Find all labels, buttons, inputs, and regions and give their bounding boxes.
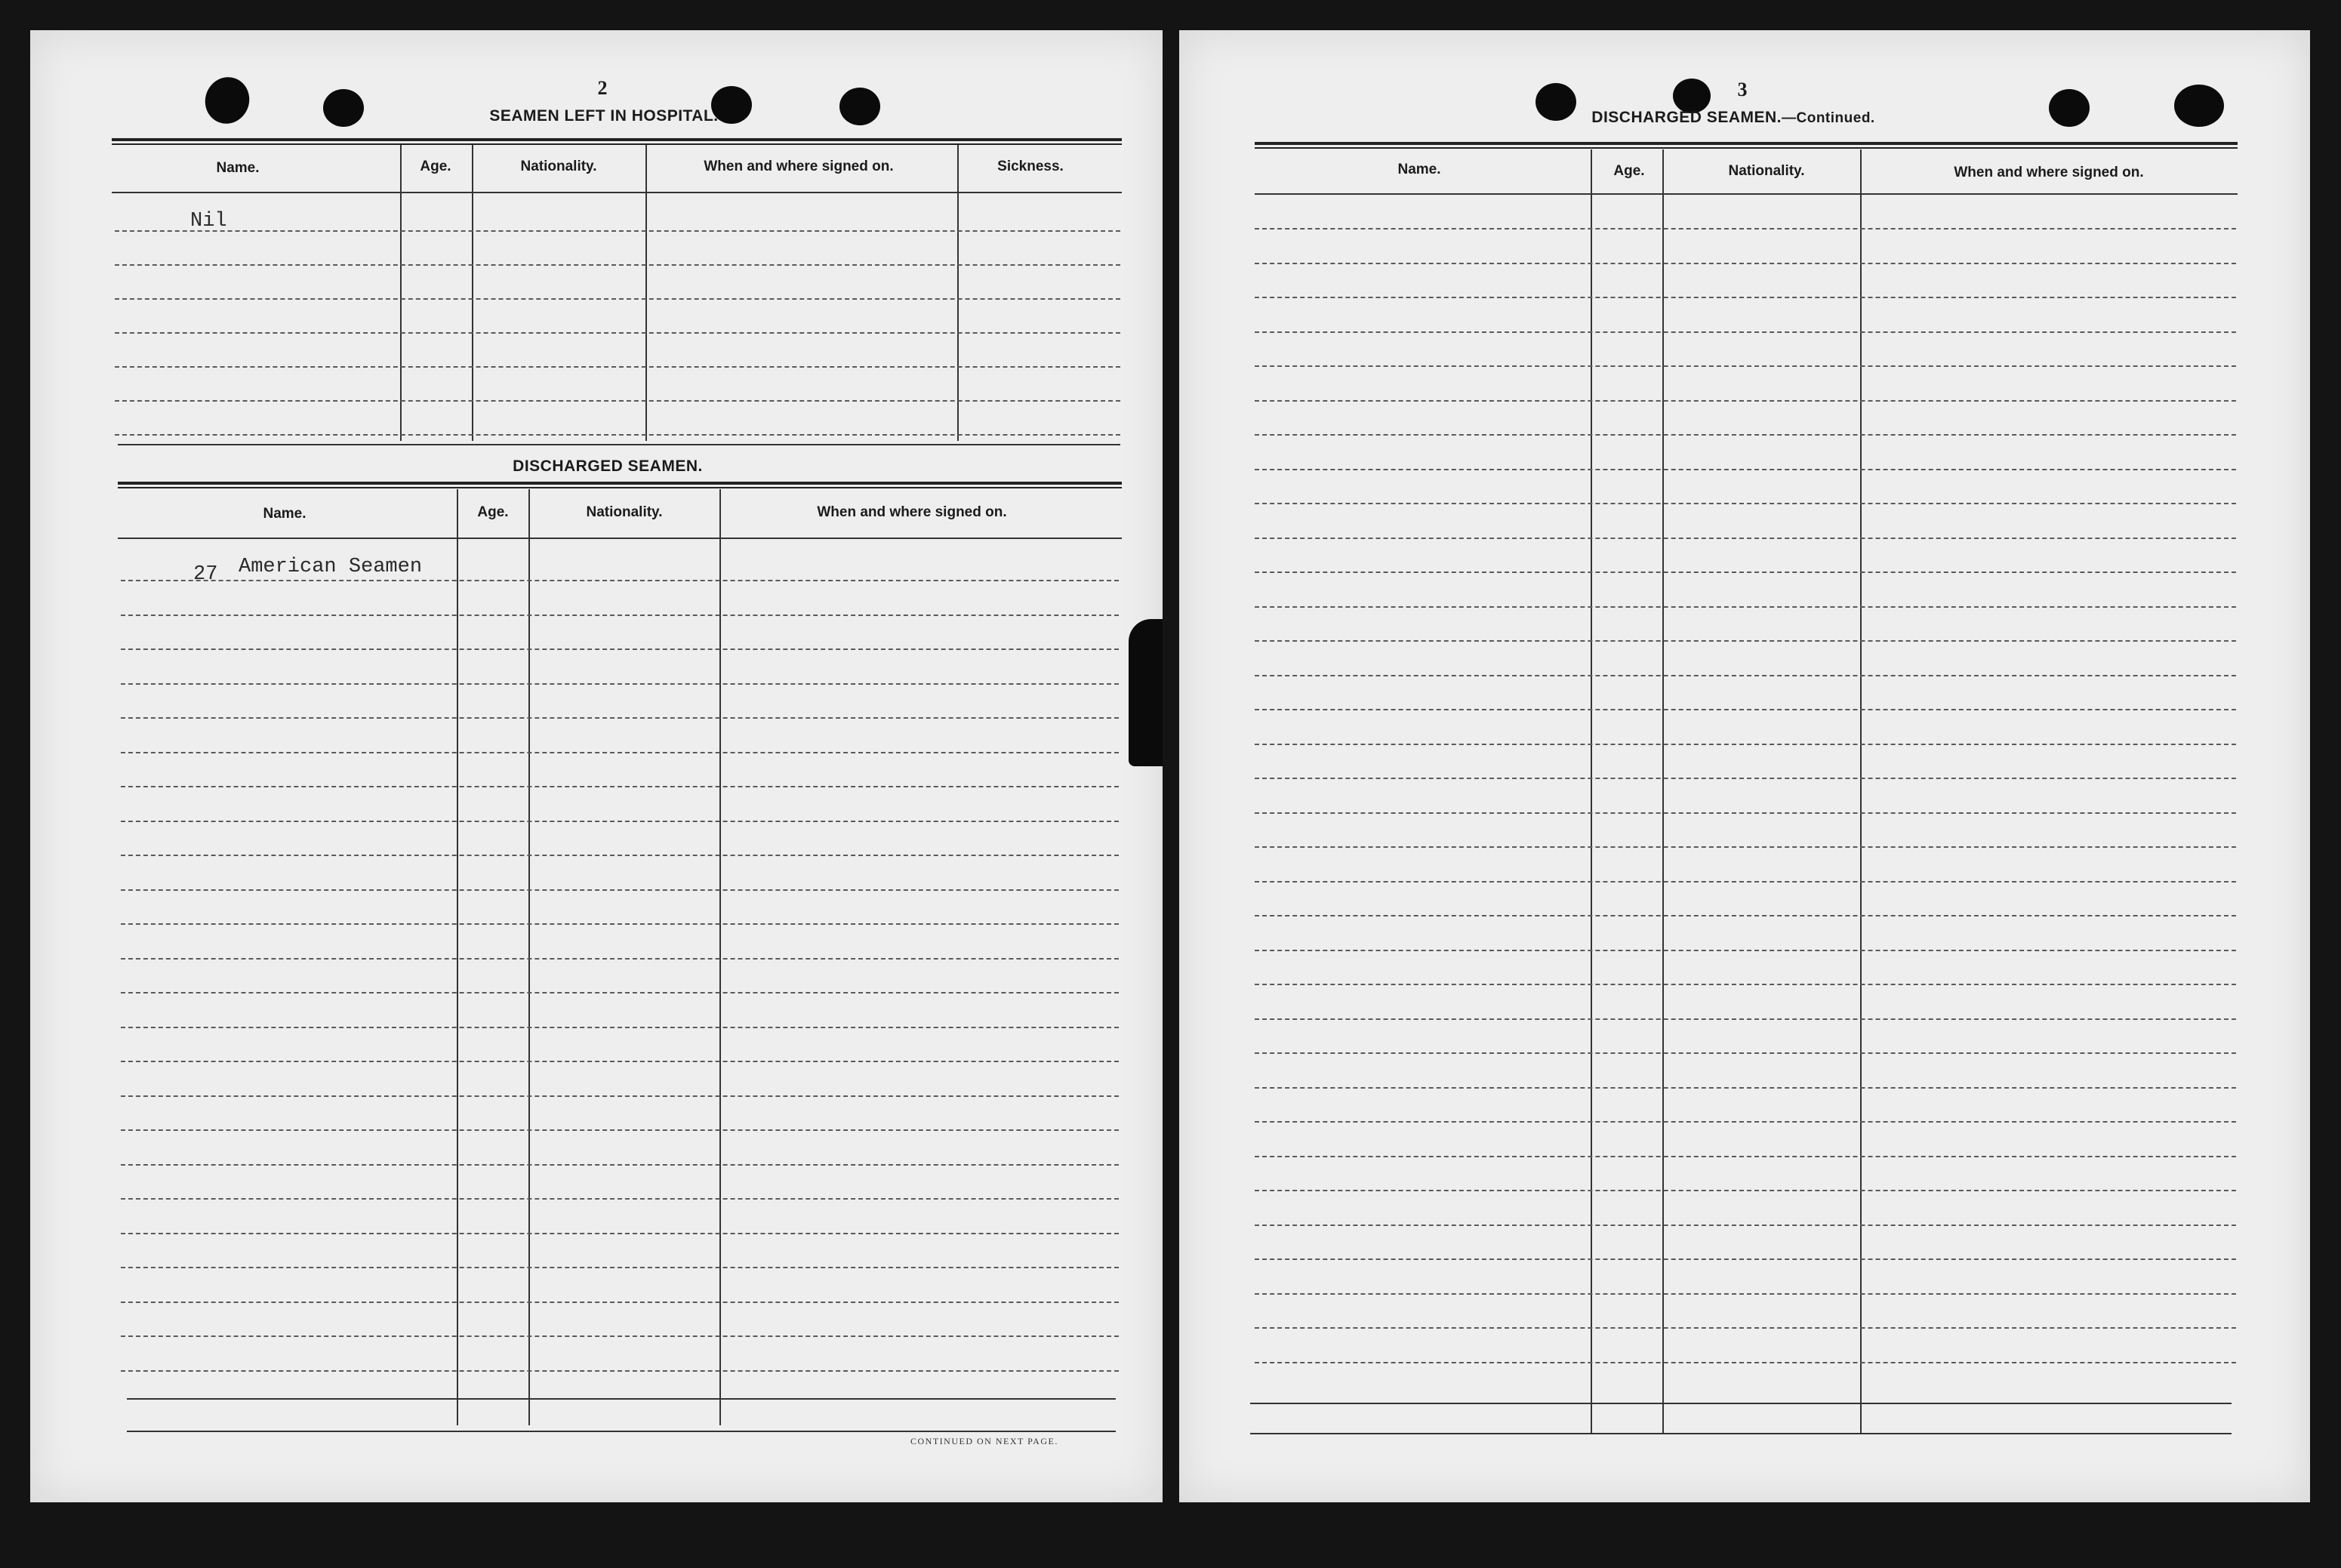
discharged-continued-title <box>1591 109 1874 127</box>
title-text: DISCHARGED SEAMEN. <box>1591 109 1782 126</box>
entry-line <box>1255 571 2236 573</box>
column-header-sickness: Sickness. <box>997 159 1064 174</box>
entry-line <box>1255 1121 2236 1123</box>
entry-line <box>1255 1190 2236 1191</box>
entry-line <box>1255 263 2236 264</box>
column-header-name: Name. <box>216 160 260 176</box>
table-rule <box>118 482 1122 488</box>
entry-line <box>1255 744 2236 745</box>
entry-line <box>121 958 1119 960</box>
entry-line <box>121 1233 1119 1234</box>
entry-line <box>1255 1293 2236 1295</box>
column-header-name: Name. <box>1397 162 1441 177</box>
entry-line <box>1255 331 2236 333</box>
entry-line <box>1255 228 2236 230</box>
right-page <box>1179 30 2310 1502</box>
entry-line <box>121 889 1119 891</box>
entry-line <box>1255 812 2236 814</box>
entry-line <box>1255 1018 2236 1020</box>
entry-line <box>1255 1052 2236 1054</box>
entry-line <box>1255 675 2236 676</box>
entry-line <box>121 1370 1119 1372</box>
column-header-signed-on: When and where signed on. <box>704 159 894 174</box>
entry-line <box>1255 606 2236 608</box>
entry-line <box>1255 1327 2236 1329</box>
section-rule <box>118 444 1120 445</box>
entry-line <box>121 615 1119 616</box>
column-divider <box>645 145 647 441</box>
column-header-nationality: Nationality. <box>520 159 597 174</box>
column-divider <box>957 145 959 441</box>
column-divider <box>400 145 402 441</box>
title-suffix: —Continued. <box>1782 110 1875 126</box>
punch-hole <box>839 88 880 125</box>
entry-line <box>115 264 1120 266</box>
entry-line <box>1255 1087 2236 1089</box>
hospital-section-title: SEAMEN LEFT IN HOSPITAL. <box>489 107 719 125</box>
entry-line <box>1255 538 2236 539</box>
entry-line <box>121 683 1119 685</box>
entry-line <box>115 298 1120 300</box>
entry-line <box>121 786 1119 787</box>
entry-line <box>1255 915 2236 916</box>
page-number: 2 <box>597 77 608 99</box>
table-rule <box>112 138 1122 145</box>
punch-hole <box>1536 83 1576 121</box>
column-divider <box>1591 149 1592 1433</box>
entry-line <box>1255 1258 2236 1260</box>
entry-line <box>115 434 1120 436</box>
discharged-section-title: DISCHARGED SEAMEN. <box>513 457 703 475</box>
punch-hole <box>2174 85 2224 127</box>
column-header-age: Age. <box>1613 163 1645 179</box>
table-bottom-rule <box>1250 1433 2232 1434</box>
entry-line <box>1255 365 2236 367</box>
table-bottom-rule <box>1250 1403 2232 1404</box>
entry-line <box>1255 1156 2236 1157</box>
entry-line <box>121 1027 1119 1028</box>
entry-line <box>121 648 1119 650</box>
page-number: 3 <box>1737 79 1748 100</box>
entry-line <box>121 855 1119 856</box>
left-page <box>30 30 1163 1502</box>
entry-line <box>1255 297 2236 298</box>
table-bottom-rule <box>127 1431 1116 1432</box>
entry-line <box>121 1061 1119 1062</box>
punch-hole <box>2049 89 2090 127</box>
column-header-nationality: Nationality. <box>1728 163 1805 179</box>
entry-line <box>1255 778 2236 779</box>
entry-line <box>121 923 1119 925</box>
column-divider <box>1860 149 1862 1433</box>
entry-line <box>121 752 1119 753</box>
entry-line <box>121 1129 1119 1131</box>
entry-line <box>1255 881 2236 883</box>
column-divider <box>457 489 458 1425</box>
entry-line <box>115 366 1120 368</box>
entry-line <box>1255 950 2236 951</box>
table-bottom-rule <box>127 1398 1116 1400</box>
column-divider <box>1662 149 1664 1433</box>
column-divider <box>528 489 530 1425</box>
entry-line <box>1255 640 2236 642</box>
entry-line <box>1255 846 2236 848</box>
header-rule <box>1255 193 2238 195</box>
column-header-age: Age. <box>420 159 451 174</box>
entry-line <box>1255 400 2236 402</box>
column-header-age: Age. <box>477 504 509 520</box>
discharged-entry-count: 27 <box>193 563 218 586</box>
entry-line <box>1255 1225 2236 1226</box>
entry-line <box>121 992 1119 993</box>
header-rule <box>112 192 1122 193</box>
entry-line <box>121 1164 1119 1166</box>
entry-line <box>1255 503 2236 504</box>
entry-line <box>115 332 1120 334</box>
entry-line <box>115 230 1120 232</box>
torn-edge <box>1129 619 1163 766</box>
column-header-nationality: Nationality. <box>586 504 663 520</box>
entry-line <box>1255 434 2236 436</box>
punch-hole <box>323 89 364 127</box>
column-header-signed-on: When and where signed on. <box>1954 165 2144 180</box>
entry-line <box>121 1095 1119 1097</box>
column-header-name: Name. <box>263 506 306 522</box>
entry-line <box>1255 709 2236 710</box>
table-rule <box>1255 142 2238 149</box>
entry-line <box>121 1267 1119 1268</box>
column-header-signed-on: When and where signed on. <box>817 504 1007 520</box>
entry-line <box>121 1302 1119 1303</box>
entry-line <box>1255 469 2236 470</box>
discharged-entry-text: American Seamen <box>239 556 423 578</box>
entry-line <box>115 400 1120 402</box>
entry-line <box>121 717 1119 719</box>
header-rule <box>118 538 1122 539</box>
entry-line <box>121 1198 1119 1200</box>
column-divider <box>472 145 473 441</box>
column-divider <box>719 489 721 1425</box>
entry-line <box>1255 1362 2236 1363</box>
continued-note: CONTINUED ON NEXT PAGE. <box>910 1436 1058 1446</box>
punch-hole <box>199 71 256 130</box>
entry-line <box>121 1335 1119 1337</box>
hospital-entry-nil: Nil <box>190 210 227 233</box>
entry-line <box>121 580 1119 581</box>
entry-line <box>121 821 1119 822</box>
entry-line <box>1255 984 2236 985</box>
